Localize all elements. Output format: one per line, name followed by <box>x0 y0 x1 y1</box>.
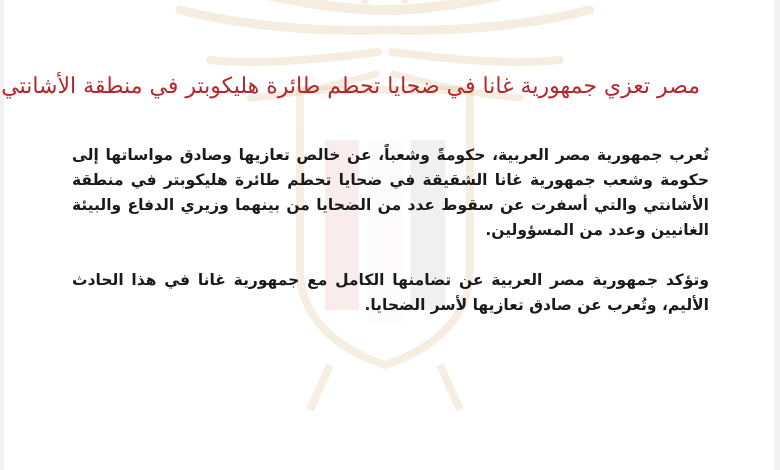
body-paragraph-2: وتؤكد جمهورية مصر العربية عن تضامنها الكامل مع جمهورية غانا في هذا الحادث الأليم، وتُعرب عن صادق تعازيها لأسر الضحايا. <box>72 271 709 314</box>
document-body <box>72 143 709 318</box>
page-right-edge <box>774 0 780 470</box>
document-title: مصر تعزي جمهورية غانا في ضحايا تحطم طائرة هليكوبتر في منطقة الأشانتي <box>1 74 700 99</box>
body-paragraph-1: تُعرب جمهورية مصر العربية، حكومةً وشعباً، عن خالص تعازيها وصادق مواساتها إلى حكومة وشعب جمهورية غانا الشقيقة في ضحايا تحطم طائرة هليكوبتر في منطقة الأشانتي والتي أسفرت عن سقوط عدد من الضحايا من بينهما وزيري الدفاع والبيئة الغانيين وعدد من المسؤولين. <box>72 146 709 239</box>
